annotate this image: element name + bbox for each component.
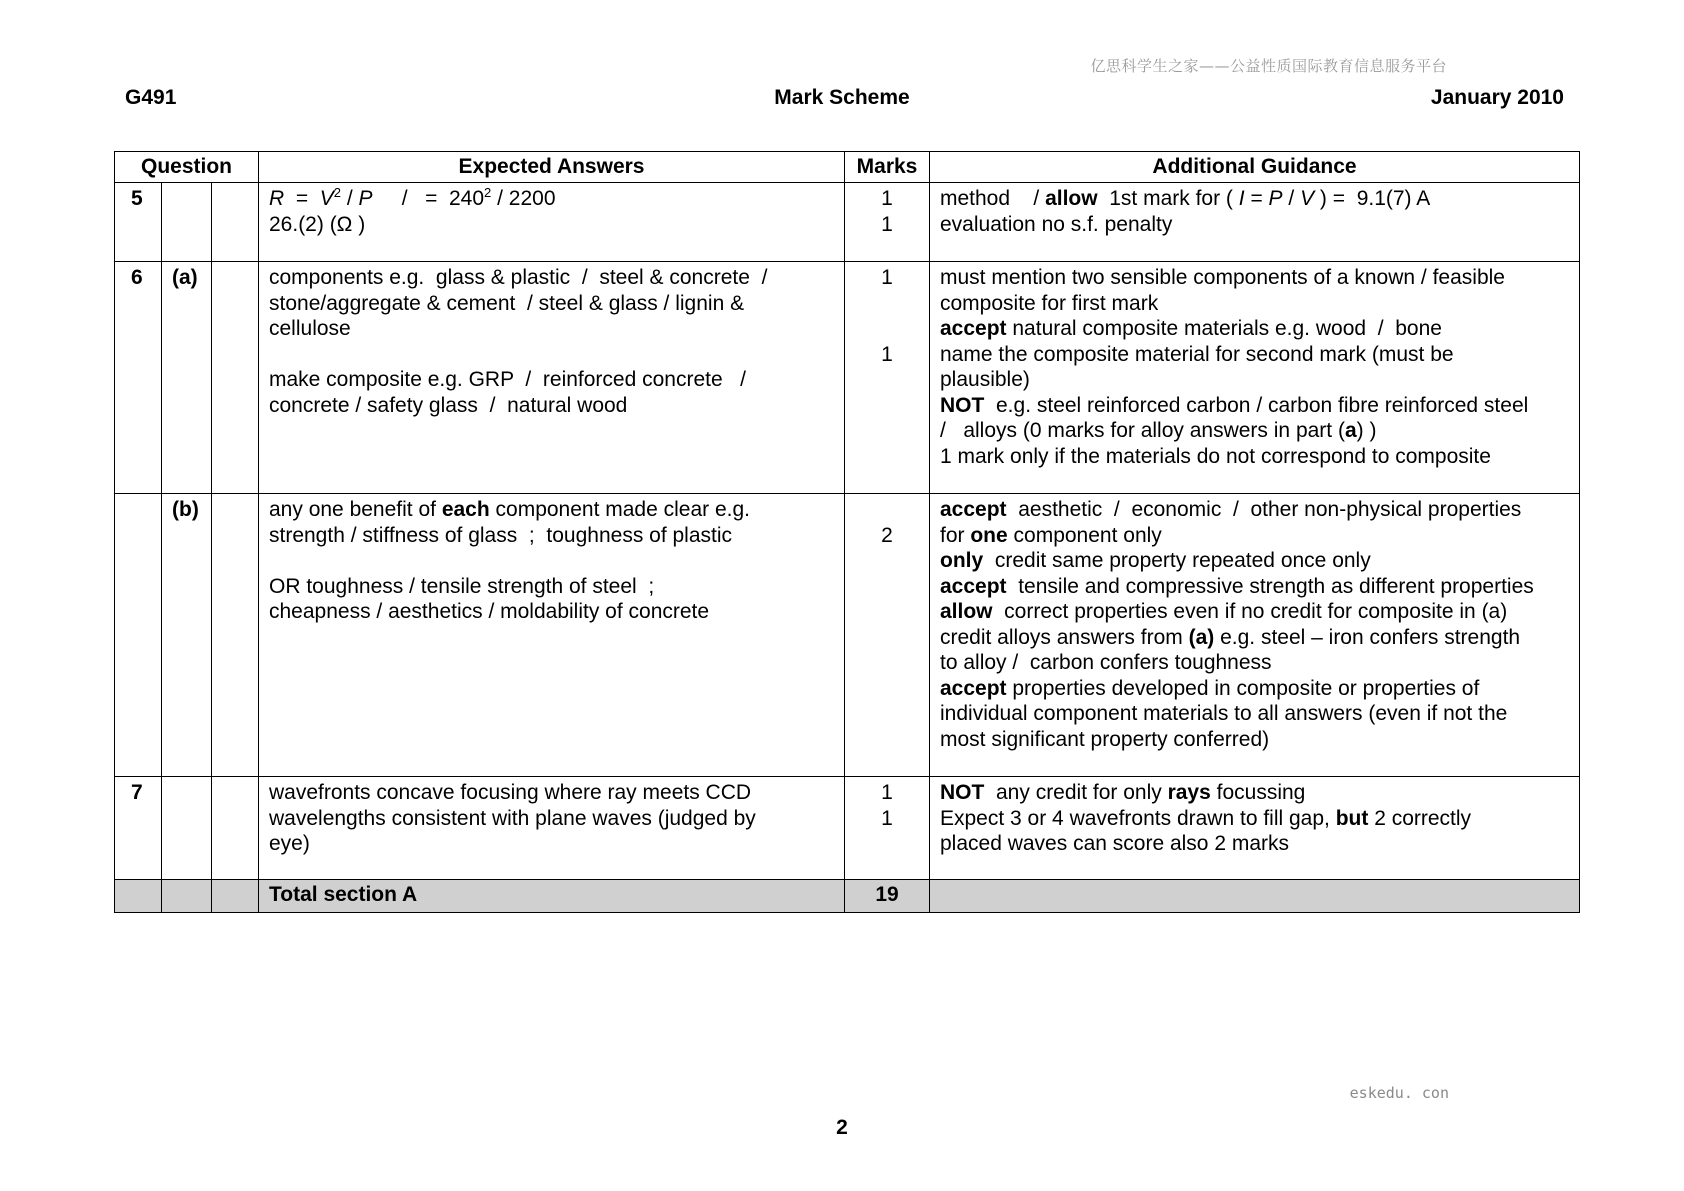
- watermark-top: 亿思科学生之家——公益性质国际教育信息服务平台: [1090, 57, 1447, 75]
- guidance-line: NOT any credit for only rays focussing: [940, 781, 1306, 804]
- page-number: 2: [836, 1116, 848, 1139]
- mark-value: 1: [881, 806, 893, 830]
- question-number: 5: [115, 183, 162, 262]
- mark-value: 1: [881, 266, 893, 289]
- mark-value: 2: [881, 523, 893, 547]
- guidance-line: allow correct properties even if no credit for composite in (a): [940, 600, 1508, 623]
- header-marks: Marks: [845, 152, 930, 183]
- guidance-line: to alloy / carbon confers toughness: [940, 651, 1272, 674]
- total-blank: [162, 880, 212, 913]
- answer-line: wavelengths consistent with plane waves (judged by: [269, 806, 756, 830]
- question-subpart: [212, 494, 259, 777]
- guidance-line: plausible): [940, 368, 1030, 391]
- guidance-cell: [930, 494, 1580, 777]
- answer-line: cellulose: [269, 317, 351, 340]
- table-row-q6b: [115, 494, 1580, 777]
- table-row-q7: [115, 777, 1580, 880]
- paper-code: G491: [125, 86, 177, 109]
- header-question: Question: [115, 152, 259, 183]
- table-row-q6a: [115, 262, 1580, 494]
- expected-answer: [259, 777, 845, 880]
- answer-line: make composite e.g. GRP / reinforced concrete /: [269, 368, 746, 391]
- guidance-line: method / allow 1st mark for ( I = P / V ) = 9.1(7) A: [940, 187, 1431, 210]
- mark-value: 1: [881, 212, 893, 236]
- question-part: [162, 777, 212, 880]
- table-header-row: [115, 152, 1580, 183]
- marks-cell: [845, 777, 930, 880]
- answer-line: wavefronts concave focusing where ray meets CCD: [269, 781, 752, 804]
- guidance-line: Expect 3 or 4 wavefronts drawn to fill gap, but 2 correctly: [940, 806, 1472, 830]
- guidance-line: most significant property conferred): [940, 727, 1270, 751]
- total-marks: 19: [845, 880, 930, 913]
- answer-line: stone/aggregate & cement / steel & glass / lignin &: [269, 291, 745, 315]
- mark-value: 1: [881, 187, 893, 210]
- guidance-line: accept natural composite materials e.g. wood / bone: [940, 317, 1442, 340]
- watermark-bottom: eskedu. con: [1349, 1084, 1449, 1102]
- mark-value: 1: [881, 781, 893, 804]
- answer-line: components e.g. glass & plastic / steel & concrete /: [269, 266, 768, 289]
- guidance-cell: [930, 183, 1580, 262]
- exam-date: January 2010: [1430, 86, 1564, 109]
- answer-line: cheapness / aesthetics / moldability of concrete: [269, 600, 710, 623]
- marks-cell: [845, 494, 930, 777]
- answer-line: OR toughness / tensile strength of steel ;: [269, 574, 655, 598]
- header-expected-answers: Expected Answers: [259, 152, 845, 183]
- answer-line: 26.(2) (Ω ): [269, 212, 366, 236]
- guidance-line: composite for first mark: [940, 291, 1159, 315]
- answer-line: any one benefit of each component made clear e.g.: [269, 498, 751, 521]
- question-subpart: [212, 183, 259, 262]
- page-title: Mark Scheme: [774, 86, 910, 109]
- guidance-line: accept properties developed in composite or properties of: [940, 676, 1480, 700]
- guidance-line: only credit same property repeated once only: [940, 549, 1371, 572]
- guidance-line: name the composite material for second mark (must be: [940, 342, 1454, 366]
- total-row: [115, 880, 1580, 913]
- answer-line: strength / stiffness of glass ; toughness of plastic: [269, 523, 733, 547]
- question-number: [115, 494, 162, 777]
- mark-value: 1: [881, 342, 893, 366]
- question-part: (b): [162, 494, 212, 777]
- total-blank: [212, 880, 259, 913]
- guidance-line: placed waves can score also 2 marks: [940, 832, 1289, 855]
- guidance-line: for one component only: [940, 523, 1162, 547]
- guidance-cell: [930, 262, 1580, 494]
- table-row-q5: [115, 183, 1580, 262]
- guidance-line: accept aesthetic / economic / other non-physical properties: [940, 498, 1522, 521]
- expected-answer: [259, 183, 845, 262]
- mark-scheme-table: [114, 151, 1580, 913]
- expected-answer: [259, 494, 845, 777]
- total-blank: [115, 880, 162, 913]
- guidance-line: / alloys (0 marks for alloy answers in part (a) ): [940, 419, 1377, 442]
- answer-line: concrete / safety glass / natural wood: [269, 393, 628, 417]
- question-subpart: [212, 262, 259, 494]
- expected-answer: [259, 262, 845, 494]
- formula-line: $R = V^2 / P$ / = $240^2 / 2200$: [269, 185, 556, 210]
- guidance-line: accept tensile and compressive strength as different properties: [940, 574, 1534, 598]
- guidance-cell: [930, 777, 1580, 880]
- question-number: 6: [115, 262, 162, 494]
- guidance-line: individual component materials to all answers (even if not the: [940, 702, 1508, 725]
- question-part: (a): [162, 262, 212, 494]
- total-guidance-blank: [930, 880, 1580, 913]
- question-subpart: [212, 777, 259, 880]
- guidance-line: credit alloys answers from (a) e.g. steel – iron confers strength: [940, 625, 1521, 649]
- guidance-line: must mention two sensible components of a known / feasible: [940, 266, 1505, 289]
- marks-cell: [845, 183, 930, 262]
- guidance-line: evaluation no s.f. penalty: [940, 212, 1173, 236]
- marks-cell: [845, 262, 930, 494]
- guidance-line: NOT e.g. steel reinforced carbon / carbon fibre reinforced steel: [940, 393, 1529, 417]
- header-additional-guidance: Additional Guidance: [930, 152, 1580, 183]
- total-label: Total section A: [259, 880, 845, 913]
- question-part: [162, 183, 212, 262]
- guidance-line: 1 mark only if the materials do not correspond to composite: [940, 444, 1491, 468]
- answer-line: eye): [269, 832, 310, 855]
- question-number: 7: [115, 777, 162, 880]
